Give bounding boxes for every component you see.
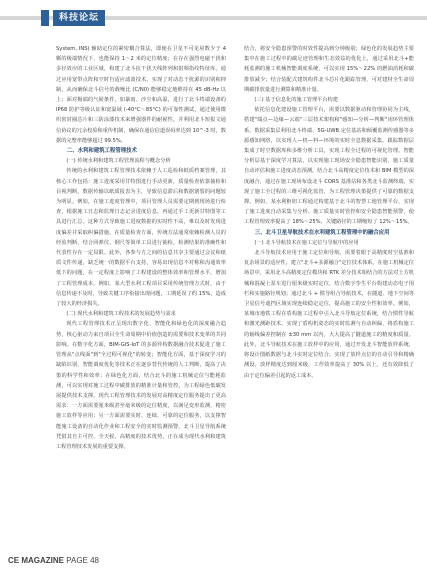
right-column bbox=[244, 44, 414, 381]
page-number: PAGE 48 bbox=[66, 556, 99, 565]
subsection-heading: (三) 基于信息化的施工管理平台构建 bbox=[254, 97, 338, 104]
paragraph: 结合，将安全隐患预警的时效性提高到分钟级别；绿色化的发展趋势主要集中在施工过程中的碳足迹管理和生态效益的优化上，通过采用北斗+能耗监测的施工机械智能调度系统，可以实现 15%～22% 的燃油消耗和碳排放减少；结合装配式建筑构件北斗芯片化跟踪管理，可对建材全生命周期碳排放量进行测算和精准计量。 bbox=[244, 46, 414, 93]
subsection-heading: (一) 北斗导航技术在施工定位与导航中的应用 bbox=[254, 239, 359, 246]
section-heading: 三、北斗卫星导航技术在水利建筑工程管理中的融合应用 bbox=[254, 229, 390, 236]
paragraph: 传统的水利和建筑工程管理技术依赖于人工巡检和纸质档案管理，其核心工作包括：施工进度采用甘特图进行手动更新，质量检查依靠抽检和目视判断，数据传输以纸质报表为主，导致信息滞后和数据割裂的问题较为明显。例如，在施工进度管理中，项目管理人员需要定期到现场进行检查，根据施工日志和监理日志记录进度信息，再通过手工更新甘特图等工具进行汇总。这种方式导致施工进度数据的实时性不高，难以及时发现进度偏差并采取纠偏措施。在质量检查方面，传统方法通常依赖检测人员的经验判断，结合回弹仪、钢尺等简单工具进行抽检，检测结果的准确性和代表性存在一定局限。此外，各参与方之间的信息共享主要通过会议和纸质文件传递，缺乏统一的数据平台支持，容易出现信息不对称和沟通效率低下的问题，在一定程度上影响了工程建设的整体效率和管理水平，增加了工程管理成本。例如，某大型水利工程项目采用传统管理方式时，由于信息传递不及时，导致关键工序衔接出现问题，工期延误了约 15%，造成了较大的经济损失。 bbox=[56, 168, 226, 308]
paragraph: 现代工程管理技术正呈现出数字化、智能化和绿色化的深度融合趋势，核心驱动力来自项目全生命周期中价值创造的需要和技术变革的共同影响。在数字化方面，BIM-GIS-IoT 的多源异构数据融合技术促进了施工管理从"点线面"到"全过程可视化"的转变；智能化方面，基于深度学习的缺陷识别、智能调度优化等技术正在逐步替代传统的人工判断，提高了决策的科学性和效率；在绿色化方面，结合北斗的施工机械定位与能耗监测，可以实现对施工过程中碳排放的精准计量和管控，为工程绿色低碳发展提供技术支撑。现代工程管理技术的发展对高精度定位服务提出了更高需求：一方面需要厘米级甚至毫米级的定位精度，以满足变形监测、精密施工放样等应用；另一方面需要实时、连续、可靠的定位服务，以支撑智能施工设备的自动化作业和工程安全的实时监测预警。北斗卫星导航系统凭借其自主可控、全天候、高精度的技术优势，正在成为现代水利和建筑工程管理技术发展的重要支撑。 bbox=[56, 321, 226, 450]
page-header bbox=[0, 0, 427, 36]
left-column bbox=[56, 44, 226, 452]
section-tag: 科技论坛 bbox=[53, 10, 105, 26]
paragraph: 北斗导航技术应用于施工定位和导航，需要着眼于高精度时空基准和复杂场景的适应性，建立"北斗+多源融合"定位技术体系。在施工机械定位场景中，采用北斗高精度定位模块和 RTK 差分技术相结合的方法对土方机械和混凝土泵车进行厘米级实时定位，结合数字孪生平台构建动态电子围栏和实施路径规划；通过北斗 + 惯导组合导航技术，在隧道、地下空间等卫星信号遮挡区域实现连续稳定定位，提高施工的安全性和效率。例如，某城市地铁工程在盾构施工过程中引入北斗导航定位系统，结合惯性导航和激光测距技术，实现了盾构机姿态的实时监测与自动纠偏，将盾构施工的轴线偏差控制在 ±30 mm 以内，大大提高了隧道施工的精度和质量。此外，北斗导航技术在施工放样中的应用，通过开发北斗智能放样系统，将设计图纸数据与北斗实时定位结合，实现了放样点位的自动引导和精确测设，放样精度达到厘米级，工作效率提高了 30% 以上，还有效降低了由于定位偏差引起的返工成本。 bbox=[244, 250, 414, 379]
paragraph: 依托信息化建设施工管理平台，需要以数据驱动和管理协同为主线，搭建"端点—边缘—云端"三层技术架构和"感知—分析—判断"闭环管理体系。数据采集层利用北斗终端、5G-UWB 定位基站和倾覆监测传感器等多源感知网络，以实现人—机—料—环境的实时全息数据采集。跟踪数据层集成了时空数据库和多维分析工具，实现工程全过程的可视化管理。智能分析层基于深度学习算法，以实现施工现场安全隐患智能识别、施工质量自动评估和施工进度动态预测。结合北斗高精度定位技术和 BIM 模型的深度融合，通过在施工现场布设北斗 CORS 基准站和各类北斗监测终端，实现了施工全过程的三维可视化监管，为工程管理决策提供了可靠的数据支撑。例如，某水利枢纽工程通过构建基于北斗的智慧工地管理平台，实现了施工进度自动采集与分析、施工质量实时管控和安全隐患智能预警，使工程管理效率提高了 18%～25%，关键路径的工期缩短了 12%～15%。 bbox=[244, 107, 414, 226]
paragraph: System, INS) 辅助定位的紧密耦合算法，即使在卫星不可见屋数少于 4 颗的极端情况下，也能保持 1～2 米的定位精度；在存在强烈电磁干扰和多径效应的工业区域，构建了北斗抗干扰天线阵列和射频指纹特征库。通过应用宽带点阵和空时自适应滤波技术，实现了对动态干扰源的识别和抑制，从而确保北斗信号的载噪比 (C/N0) 能够稳定地维持在 45 dB-Hz 以上；面对极端的气候条件，如暴雨、沙尘和高温，进行了北斗终端设备的 IP68 防护等级认证和宽温域 (-40°C～85°C) 的可靠性测试，通过使用微织密封圈芯片和三防涂漆技术来增强器件的耐候性，并利用北斗短报文通信协议的冗余校验和重传机制，确保在通信信道误码率达到 10^-3 时，数据的完整率能够超过 99.5%。 bbox=[56, 46, 226, 144]
subsection-heading: (二) 现代水利和建筑工程技术的发展趋势与需求 bbox=[66, 311, 176, 318]
magazine-name: CE MAGAZINE bbox=[8, 556, 64, 565]
subsection-heading: (一) 传统水利和建筑工程管理流程与概念分析 bbox=[66, 158, 171, 165]
section-heading: 二、水利和建筑工程管理技术 bbox=[66, 148, 137, 155]
page-footer bbox=[8, 554, 208, 568]
